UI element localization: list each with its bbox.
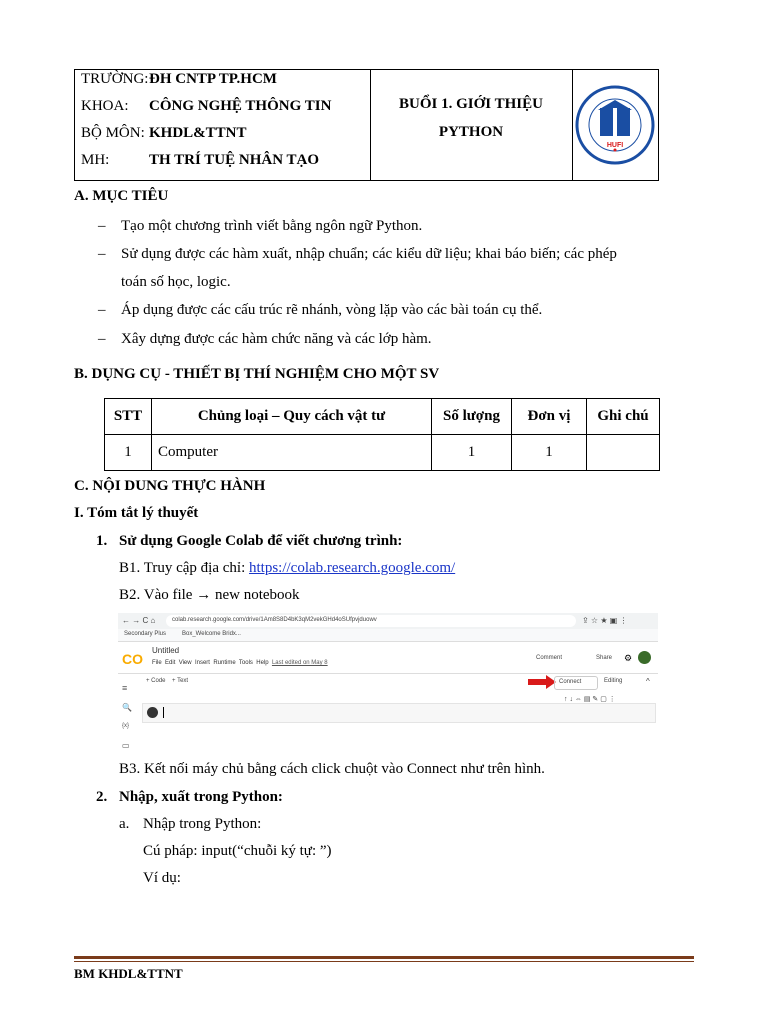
connect-button[interactable]: Connect [554,676,598,690]
search-icon[interactable]: 🔍 [122,703,132,712]
header-row-department: BỘ MÔN: KHDL&TTNT [81,125,247,141]
step-b2: B2. Vào file → new notebook [119,587,300,603]
item-number: 2. [96,789,108,805]
bullet-dash: – [98,331,106,347]
last-edited[interactable]: Last edited on May 8 [271,660,328,666]
text-cursor [163,707,164,718]
notebook-title[interactable]: Untitled [152,646,180,655]
url-field[interactable]: colab.research.google.com/drive/1Am8S8D4bK3qM2vekGHd4oSUfpvjduowv [166,615,576,627]
table-header-cell: Ghi chú [587,399,660,435]
files-icon[interactable]: ▭ [122,741,130,750]
table-row [105,435,660,471]
menu-icon[interactable]: ≡ [122,683,128,693]
table-header-cell: Chủng loại – Quy cách vật tư [152,399,432,435]
sub-item-letter: a. [119,816,130,832]
section-a-title: A. MỤC TIÊU [74,188,169,204]
university-logo-icon [572,70,658,180]
section-c-title: C. NỘI DUNG THỰC HÀNH [74,478,266,494]
menu-item[interactable]: Insert [194,660,210,666]
footer-rule-thin [74,961,694,962]
menu-item[interactable]: File [152,660,162,666]
footer-rule [74,956,694,959]
equipment-table [104,398,660,471]
sub-item-heading: Nhập trong Python: [143,816,262,832]
table-cell: 1 [512,435,587,471]
step-b1: B1. Truy cập địa chỉ: https://colab.research.google.com/ [119,560,456,576]
nav-arrows-icon: ← → C ⌂ [122,616,156,625]
table-header-cell: Số lượng [432,399,512,435]
run-cell-icon[interactable] [147,707,158,718]
browser-address-bar [118,613,658,629]
header-session-cell [370,70,573,180]
table-cell: Computer [152,435,432,471]
table-header-row [105,399,660,435]
header-row-faculty: KHOA: CÔNG NGHỆ THÔNG TIN [81,98,332,114]
table-header-cell: Đơn vị [512,399,587,435]
bullet-dash: – [98,246,106,262]
objective-item-continued: toán số học, logic. [121,274,231,290]
bookmarks-bar [118,629,658,642]
chevron-up-icon[interactable]: ^ [646,677,650,686]
comment-button[interactable]: Comment [536,655,563,661]
bullet-dash: – [98,302,106,318]
menu-item[interactable]: Tools [238,660,253,666]
table-cell: 1 [105,435,152,471]
item-heading: Nhập, xuất trong Python: [119,789,283,805]
header-table [74,69,659,181]
session-subtitle: PYTHON [438,124,504,140]
bookmark-item[interactable]: Box_Welcome Bridx... [182,631,241,637]
editing-button[interactable]: Editing [604,678,623,684]
share-button[interactable]: Share [596,655,613,661]
table-cell: 1 [432,435,512,471]
table-header-cell: STT [105,399,152,435]
browser-tools-icon: ⇪ ☆ ★ ▣ ⋮ [582,616,628,625]
footer-text: BM KHDL&TTNT [74,966,183,981]
syntax-line: Cú pháp: input(“chuỗi ký tự: ”) [143,843,332,859]
toolbar-divider [118,673,658,674]
table-cell [587,435,660,471]
cell-tools-icon[interactable]: ↑ ↓ ⇔ ▤ ✎ ▢ ⋮ [564,696,616,703]
step-b3: B3. Kết nối máy chủ bằng cách click chuột vào Connect như trên hình. [119,761,545,777]
example-label: Ví dụ: [143,870,181,886]
add-code-button[interactable]: + Code [146,678,166,684]
bullet-dash: – [98,218,106,234]
header-row-school: TRƯỜNG:ĐH CNTP TP.HCM [81,71,277,87]
header-row-subject: MH: TH TRÍ TUỆ NHÂN TẠO [81,152,320,168]
objective-item: Áp dụng được các cấu trúc rẽ nhánh, vòng lặp vào các bài toán cụ thể. [121,302,543,318]
variables-icon[interactable]: {x} [122,723,130,729]
item-number: 1. [96,533,108,549]
objective-item: Sử dụng được các hàm xuất, nhập chuẩn; các kiểu dữ liệu; khai báo biến; các phép [121,246,617,262]
gear-icon[interactable]: ⚙ [624,653,633,663]
section-b-title: B. DỤNG CỤ - THIẾT BỊ THÍ NGHIỆM CHO MỘT SV [74,366,440,382]
add-text-button[interactable]: + Text [172,678,189,684]
menu-item[interactable]: Edit [165,660,176,666]
avatar[interactable] [638,651,651,664]
code-cell[interactable] [142,703,656,723]
objective-item: Tạo một chương trình viết bằng ngôn ngữ Python. [121,218,423,234]
arrow-pointer-icon [528,675,556,689]
colab-menu [152,660,328,666]
objective-item: Xây dựng được các hàm chức năng và các lớp hàm. [121,331,432,347]
colab-logo: CO [122,651,143,667]
menu-item[interactable]: Help [256,660,269,666]
logo-text: HUFI [606,142,624,149]
item-heading: Sử dụng Google Colab để viết chương trình: [119,533,403,549]
menu-item[interactable]: View [178,660,192,666]
part-heading: I. Tóm tắt lý thuyết [74,505,199,521]
bookmark-item[interactable]: Secondary Plus [124,631,167,637]
menu-item[interactable]: Runtime [213,660,236,666]
header-info-cell [75,70,371,180]
session-title: BUỔI 1. GIỚI THIỆU [399,96,543,112]
header-logo-cell [572,70,658,180]
colab-screenshot [118,613,658,753]
colab-link[interactable]: https://colab.research.google.com/ [249,560,456,576]
